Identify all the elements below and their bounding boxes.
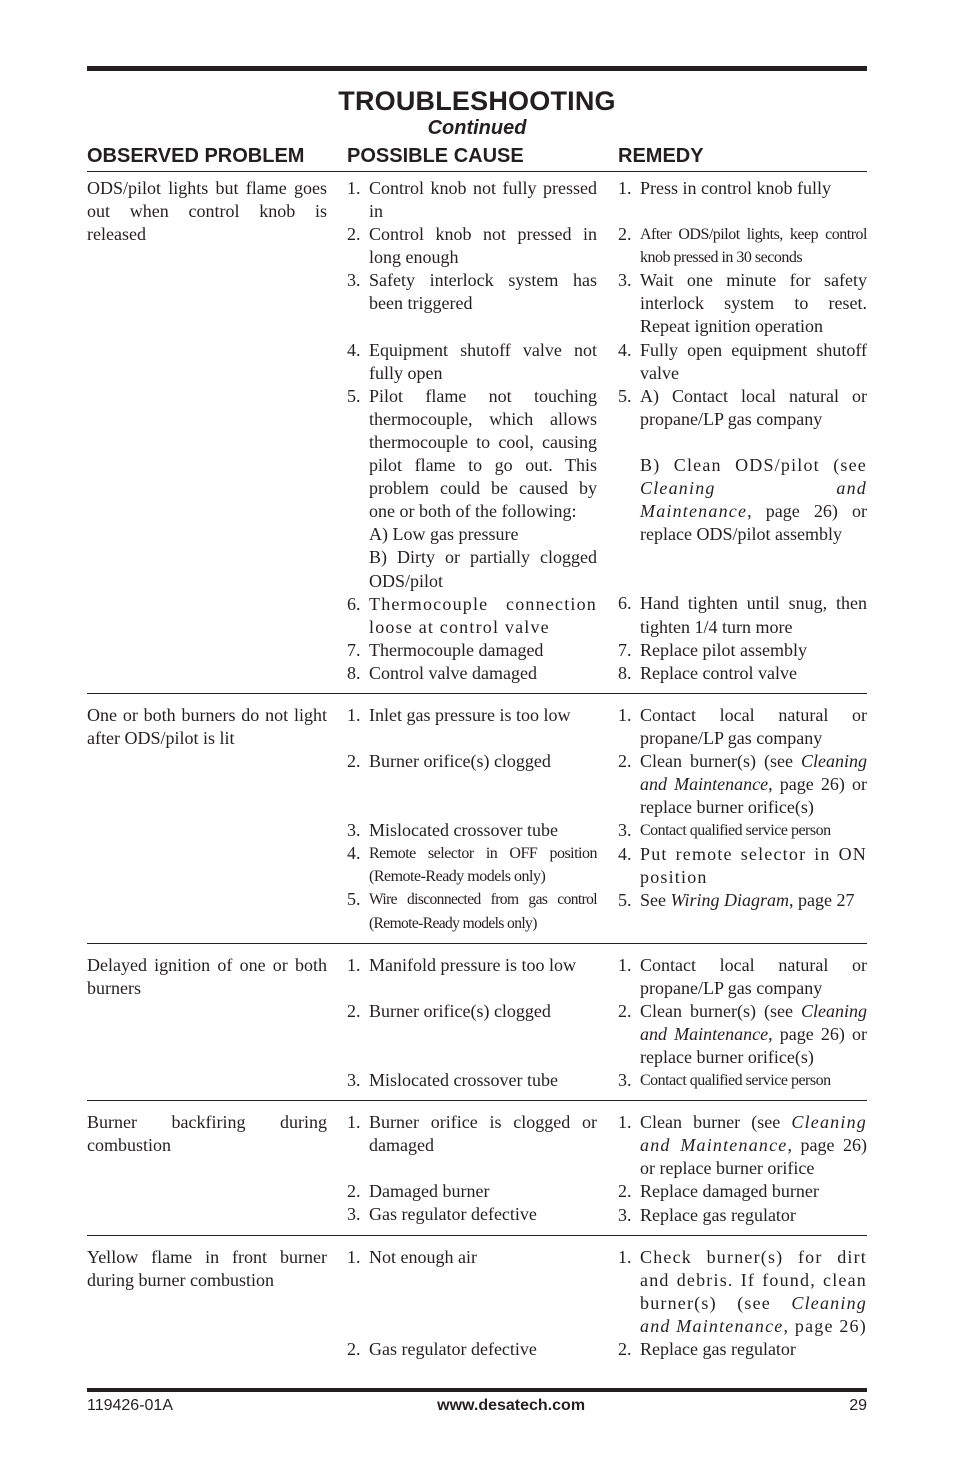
cause-text: Control valve damaged <box>369 662 537 683</box>
page-subtitle: Continued <box>427 117 527 139</box>
remedy-text: Fully open equipment shutoff valve <box>640 339 867 383</box>
section-row <box>87 954 867 1093</box>
section-row <box>87 704 867 935</box>
cause-sub-b: B) Dirty or partially clogged ODS/pilot <box>369 547 597 591</box>
remedy-item: 5. A) Contact local natural or propane/LP gas company B) Clean ODS/pilot (see Cleaning and Maintenance, page 26) or replace ODS/pilot assembly <box>618 385 867 545</box>
remedy-item: 1. Contact local natural or propane/LP gas company <box>618 954 867 1000</box>
remedy-item: 2. Clean burner(s) (see Cleaning and Maintenance, page 26) or replace burner orifice(s) <box>618 1000 868 1067</box>
cause-text: Control knob not pressed in long enough <box>369 224 597 268</box>
remedy-item: 2. Replace damaged burner <box>618 1180 867 1203</box>
bottom-rule <box>87 1388 867 1392</box>
cause-item: 2. Damaged burner <box>347 1180 597 1203</box>
remedy-item: 2. Clean burner(s) (see Cleaning and Maintenance, page 26) or replace burner orifice(s) <box>618 751 868 818</box>
remedy-item: 3. Wait one minute for safety interlock system to reset. Repeat ignition operation <box>618 269 867 338</box>
remedy-text: Wait one minute for safety interlock system to reset. Repeat ignition operation <box>640 270 867 337</box>
cause-text: Wire disconnected from gas control (Remote-Ready models only) <box>369 891 597 932</box>
page-number: 29 <box>849 1397 867 1414</box>
website-link[interactable]: www.desatech.com <box>437 1397 586 1414</box>
remedy-item: 2. After ODS/pilot lights, keep control knob pressed in 30 seconds <box>618 223 867 269</box>
remedy-text-post: , page 26) or replace burner orifice <box>640 1135 867 1179</box>
remedy-text: Contact qualified service person <box>640 822 831 840</box>
cause-text: Equipment shutoff valve not fully open <box>369 339 597 383</box>
remedy-sub-b-post: , page 26) or replace ODS/pilot assembly <box>640 501 867 545</box>
cause-text: Burner orifice(s) clogged <box>369 751 551 772</box>
remedy-text: After ODS/pilot lights, keep control knob pressed in 30 seconds <box>640 226 867 267</box>
page-footer <box>87 1396 867 1416</box>
cause-text: Thermocouple damaged <box>369 639 544 660</box>
remedy-sub-b-pre: B) Clean ODS/pilot (see <box>640 455 867 476</box>
cause-item: 4. Remote selector in OFF position (Remote-Ready models only) <box>347 842 597 888</box>
document-number: 119426-01A <box>87 1397 173 1414</box>
remedy-ref: Cleaning and Maintenance <box>640 1000 868 1044</box>
problem-section-backfiring <box>87 1101 867 1235</box>
possible-causes <box>347 177 597 685</box>
cause-sub-a: A) Low gas pressure <box>369 524 519 545</box>
possible-causes <box>347 1111 597 1226</box>
remedy-item: 5. See Wiring Diagram, page 27 <box>618 889 855 910</box>
cause-text: Manifold pressure is too low <box>369 954 576 975</box>
remedy-item: 4. Put remote selector in ON position <box>618 843 867 889</box>
cause-item: 3. Gas regulator defective <box>347 1203 597 1226</box>
remedy-text: Replace gas regulator <box>640 1204 796 1225</box>
remedy-item: 3. Contact qualified service person <box>618 1069 867 1092</box>
remedy-ref: Cleaning and Maintenance <box>640 751 868 795</box>
cause-text: Inlet gas pressure is too low <box>369 704 571 725</box>
remedy-text: Hand tighten until snug, then tighten 1/4 turn more <box>640 593 867 637</box>
cause-item: 6. Thermocouple connection loose at control valve <box>347 593 597 639</box>
cause-text: Safety interlock system has been triggered <box>369 270 597 314</box>
section-row <box>87 177 867 685</box>
observed-problem: Yellow flame in front burner during burner combustion <box>87 1246 327 1290</box>
remedy-text: Contact local natural or propane/LP gas company <box>640 954 867 998</box>
remedy-ref: Cleaning and Maintenance <box>640 1292 867 1336</box>
remedy-text-pre: Check burner(s) for dirt and debris. If found, clean burner(s) (see <box>640 1246 867 1313</box>
observed-problem: ODS/pilot lights but flame goes out when control knob is released <box>87 178 327 245</box>
remedies <box>618 177 867 685</box>
cause-text: Remote selector in OFF position (Remote-Ready models only) <box>369 845 597 886</box>
cause-item: 3. Mislocated crossover tube <box>347 819 597 842</box>
remedy-sub-a: A) Contact local natural or propane/LP gas company <box>640 385 867 429</box>
remedy-text: Press in control knob fully <box>640 178 831 198</box>
cause-item: 2. Control knob not pressed in long enough <box>347 223 597 269</box>
cause-text: Pilot flame not touching thermocouple, which allows thermocouple to cool, causing pilot flame to go out. This problem could be caused by one or both of the following: <box>369 385 597 522</box>
remedy-text: Replace gas regulator <box>640 1339 796 1360</box>
column-headers <box>87 144 867 172</box>
cause-text: Damaged burner <box>369 1181 490 1202</box>
remedy-item: 2. Replace gas regulator <box>618 1338 867 1361</box>
remedy-item: 1. Contact local natural or propane/LP gas company <box>618 704 867 750</box>
section-row <box>87 1111 867 1226</box>
possible-causes <box>347 704 597 935</box>
section-row <box>87 1246 867 1361</box>
remedy-text: Contact qualified service person <box>640 1072 831 1090</box>
remedy-text-post: , page 26) or replace burner orifice(s) <box>640 1023 867 1067</box>
observed-problem: Burner backfiring during combustion <box>87 1112 327 1156</box>
remedy-text-pre: Clean burner(s) (see <box>640 751 793 772</box>
possible-causes <box>347 1246 597 1361</box>
remedy-text: Replace control valve <box>640 662 797 683</box>
problem-section-ods-flame-out <box>87 172 867 694</box>
remedy-item: 1. Clean burner (see Cleaning and Maintenance, page 26) or replace burner orifice <box>618 1112 867 1179</box>
remedy-item: 1. Check burner(s) for dirt and debris. If found, clean burner(s) (see Cleaning and Maintenance, page 26) <box>618 1246 867 1336</box>
remedy-item: 3. Contact qualified service person <box>618 819 867 842</box>
cause-item: 4. Equipment shutoff valve not fully open <box>347 339 597 385</box>
remedy-item: 4. Fully open equipment shutoff valve <box>618 339 867 385</box>
cause-item: 3. Mislocated crossover tube <box>347 1069 597 1092</box>
remedy-item: 7. Replace pilot assembly <box>618 639 867 662</box>
header-observed-problem: OBSERVED PROBLEM <box>87 145 305 167</box>
remedy-text: Replace damaged burner <box>640 1181 819 1202</box>
cause-text: Thermocouple connection loose at control valve <box>369 593 597 637</box>
remedy-item: 8. Replace control valve <box>618 662 867 685</box>
troubleshooting-page <box>87 66 867 1365</box>
cause-text: Mislocated crossover tube <box>369 1069 558 1090</box>
remedies <box>618 704 867 912</box>
remedy-text-pre: Clean burner (see <box>640 1112 781 1133</box>
problem-section-delayed-ignition <box>87 944 867 1102</box>
cause-text: Control knob not fully pressed in <box>369 178 597 222</box>
remedy-text-pre: Clean burner(s) (see <box>640 1000 793 1021</box>
cause-item: 1. Not enough air <box>347 1246 597 1269</box>
remedy-item: 1. Press in control knob fully <box>618 177 867 200</box>
cause-text: Mislocated crossover tube <box>369 820 558 841</box>
remedy-text: Contact local natural or propane/LP gas company <box>640 704 867 749</box>
observed-problem: One or both burners do not light after ODS/pilot is lit <box>87 704 327 749</box>
cause-text: Gas regulator defective <box>369 1204 537 1225</box>
cause-item: 1. Inlet gas pressure is too low <box>347 704 597 727</box>
cause-item: 7. Thermocouple damaged <box>347 639 597 662</box>
remedy-sub-b-ref: Cleaning and Maintenance <box>640 478 867 522</box>
cause-text: Burner orifice is clogged or damaged <box>369 1112 597 1156</box>
remedies <box>618 1246 867 1361</box>
remedies <box>618 1111 867 1226</box>
remedies <box>618 954 867 1093</box>
cause-item: 3. Safety interlock system has been triggered <box>347 269 597 315</box>
remedy-item: 6. Hand tighten until snug, then tighten 1/4 turn more <box>618 592 867 638</box>
cause-item: 1. Control knob not fully pressed in <box>347 177 597 223</box>
cause-item: 1. Burner orifice is clogged or damaged <box>347 1111 597 1157</box>
remedy-text: Replace pilot assembly <box>640 639 807 660</box>
remedy-text-pre: See <box>640 889 666 910</box>
cause-text: Burner orifice(s) clogged <box>369 1000 551 1021</box>
header-possible-cause: POSSIBLE CAUSE <box>347 145 524 167</box>
remedy-text-post: , page 27 <box>789 889 855 910</box>
cause-item: 5. Pilot flame not touching thermocouple, which allows thermocouple to cool, causing pilot flame to go out. This problem could be caused by one or both of the following: A) Low gas pressure B) Dirty or partially clogged ODS/pilot <box>347 385 597 591</box>
remedy-text-post: , page 26) or replace burner orifice(s) <box>640 774 867 818</box>
cause-text: Not enough air <box>369 1246 477 1267</box>
cause-text: Gas regulator defective <box>369 1338 537 1359</box>
observed-problem: Delayed ignition of one or both burners <box>87 954 327 998</box>
remedy-item: 3. Replace gas regulator <box>618 1204 867 1227</box>
cause-item: 1. Manifold pressure is too low <box>347 954 597 977</box>
remedy-text-post: , page 26) <box>783 1315 867 1336</box>
problem-section-burners-no-light <box>87 694 867 944</box>
problem-section-yellow-flame <box>87 1236 867 1365</box>
remedy-ref: Wiring Diagram <box>670 889 790 910</box>
remedy-text: Put remote selector in ON position <box>640 843 867 887</box>
page-title: TROUBLESHOOTING <box>338 86 616 116</box>
header-remedy: REMEDY <box>618 145 704 167</box>
remedy-ref: Cleaning and Maintenance <box>640 1112 867 1156</box>
cause-item: 5. Wire disconnected from gas control (Remote-Ready models only) <box>347 888 597 934</box>
possible-causes <box>347 954 597 1092</box>
cause-item: 2. Gas regulator defective <box>347 1338 597 1361</box>
cause-item: 2. Burner orifice(s) clogged <box>347 1000 597 1023</box>
cause-item: 2. Burner orifice(s) clogged <box>347 750 597 773</box>
top-rule <box>87 66 867 71</box>
cause-item: 8. Control valve damaged <box>347 662 597 685</box>
